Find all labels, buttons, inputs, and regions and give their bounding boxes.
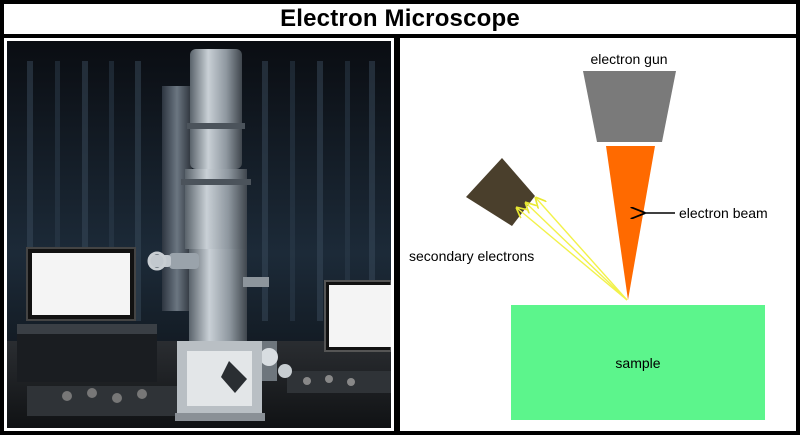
electron-beam-label: electron beam <box>679 205 768 221</box>
sample-label: sample <box>615 355 661 371</box>
microscope-photo <box>7 41 391 428</box>
photo-panel <box>4 38 394 431</box>
figure-title: Electron Microscope <box>280 5 520 32</box>
electron-beam-shape <box>606 146 655 300</box>
microscope-base <box>175 341 265 421</box>
secondary-detector-shape <box>466 158 535 226</box>
electron-gun-shape <box>583 71 676 142</box>
secondary-ray-2 <box>526 203 627 300</box>
electron-gun-label: electron gun <box>590 51 668 67</box>
title-bar <box>4 4 796 34</box>
sem-schematic <box>400 38 796 431</box>
right-monitor-screen <box>329 285 391 347</box>
microscope-illustration <box>7 41 391 428</box>
secondary-electrons-label: secondary electrons <box>409 248 535 264</box>
diagram-panel <box>400 38 796 431</box>
left-monitor-screen <box>32 253 130 315</box>
secondary-ray-3 <box>536 198 627 300</box>
